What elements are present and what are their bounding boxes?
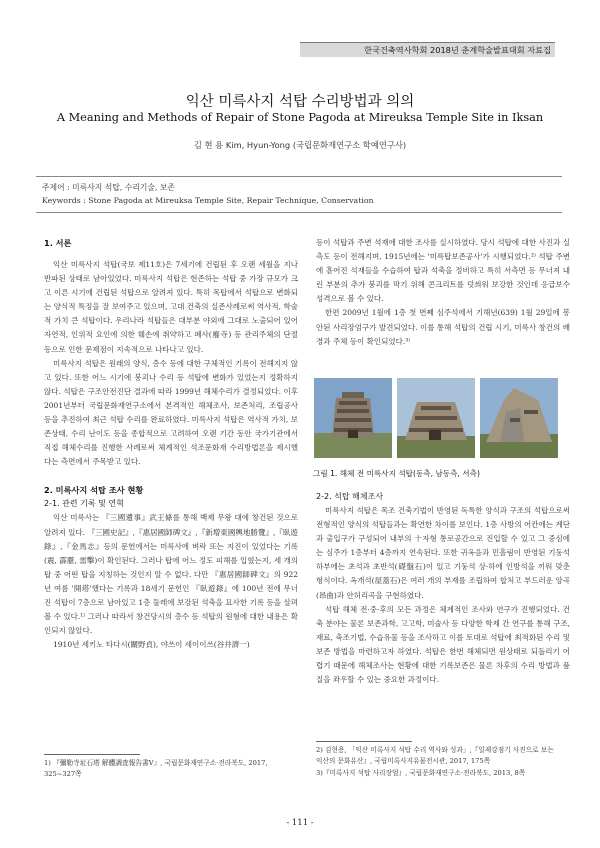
paper-title-english: A Meaning and Methods of Repair of Stone Pagoda at Mireuksa Temple Site in Iksan <box>56 111 544 124</box>
footnote-3: 3)『미륵사지 석탑 사리장엄』, 국립문화재연구소·전라북도, 2013, 8쪽 <box>316 769 526 777</box>
page-number: - 111 - <box>286 818 314 828</box>
paragraph: 한편 2009년 1월에 1층 첫 번째 심주석에서 기해년(639) 1월 29일에 봉안된 사리장엄구가 발견되었다. 이를 통해 석탑의 건립 시기, 미륵사 창건의 배경과 주체 등이 확인되었다.³⁾ <box>316 308 570 346</box>
footnote-rule <box>316 741 412 742</box>
subsection-heading-dismantling: 2-2. 석탑 해체조사 <box>316 492 384 501</box>
left-column <box>44 236 298 652</box>
author-line: 김 현 용 Kim, Hyun-Yong (국립문화재연구소 학예연구사) <box>193 140 407 150</box>
paragraph: 익산 미륵사는 『三國遺事』武王條를 통해 백제 무왕 대에 창건된 것으로 알려져 있다. 『三國史記』,『惠居國師碑文』,『新增東國輿地勝覽』,『臥遊錄』,『金馬志』등의 문헌에서는 미륵사에 벼락 또는 지진이 있었다는 기록(震, 霹靂, 雷擊)이 확인된다. 그러나 탑에 어느 정도 피해를 입혔는지, 세 개의 탑 중 어떤 탑을 지칭하는 것인지 알 수 없다. 다만 『惠居國師碑文』의 922년 여름 '開塔'했다는 기록과 18세기 문헌인 『臥遊錄』에 100년 전에 무너진 석탑이 7층으로 남아있고 1층 둘레에 보강된 석축을 묘사한 기록 등을 살펴볼 수 있다.¹⁾ 그러나 따라서 창건당시의 층수 등 석탑의 원형에 대한 내용은 확인되지 않았다. <box>44 513 298 636</box>
paragraph: 미륵사지 석탑은 목조 건축기법이 반영된 독특한 양식과 구조의 석탑으로써 전형적인 양식의 석탑들과는 확연한 차이를 보인다. 1층 사방의 어칸에는 계단과 출입구가 구성되어 내부의 十자형 통로공간으로 진입할 수 있고 그 중심에는 심주가 1층부터 4층까지 연속된다. 또한 귀옥음과 민흘림이 반영된 기둥석 하부에는 초석과 초반석(礎盤石)이 있고 기둥석 상·하에 인방석을 끼워 맞춘 형식이다. 옥개석(屋蓋石)은 여러 개의 부재를 조립하여 합처고 부드러운 앙곡(昂曲)과 안허리곡을 구현하였다. <box>316 506 570 600</box>
subsection-heading-records: 2-1. 관련 기록 및 연혁 <box>44 499 124 509</box>
footnote-rule <box>44 754 140 755</box>
right-column-top <box>316 236 570 349</box>
paragraph: 익산 미륵사지 석탑(국보 제11호)은 7세기에 건립된 후 오랜 세월을 지나 반파된 상태로 남아있었다. 미륵사지 석탑은 현존하는 석탑 중 가장 규모가 크고 이른 시기에 건립된 석탑으로 알려져 있다. 특히 목탑에서 석탑으로 변화되는 양식적 특징을 잘 보여주고 있으며, 고대 건축의 실존사례로써 역사적, 학술적 가치 큰 석탑이다. 우리나라 석탑들은 대부분 야외에 그대로 노출되어 있어 자연적, 인위적 요인에 의한 훼손에 취약하고 폐사(廢寺) 등 관리주체의 단절 등으로 인한 문제점이 지속적으로 나타나고 있다. <box>44 260 298 354</box>
section-heading-intro: 1. 서론 <box>44 238 72 248</box>
pagoda-photo-southeast <box>397 378 475 458</box>
footnote-2: 2) 김현용, 「익산 미륵사지 석탑 수리 역사와 성과」,『일제강점기 사진으로 보는 익산의 문화유산』, 국립미륵사지유물전시관, 2017, 175쪽 <box>316 746 554 765</box>
section-heading-survey: 2. 미륵사지 석탑 조사 현황 <box>44 485 144 496</box>
footnote-1: 1) 『彌勒寺址石塔 解體調査報告書Ⅴ』, 국립문화재연구소·전라북도, 2017, 325~327쪽 <box>44 759 268 778</box>
conference-header: 한국건축역사학회 2018년 춘계학술발표대회 자료집 <box>300 42 555 57</box>
keywords-korean: 주제어 : 미륵사지 석탑, 수리기술, 보존 <box>42 183 175 192</box>
paragraph: 1910년 세키노 타다시(關野貞), 야쓰이 세이이쓰(谷井濟一) <box>53 640 250 650</box>
right-column-bottom <box>316 490 570 687</box>
paragraph: 등이 석탑과 주변 석재에 대한 조사를 실시하였다. 당시 석탑에 대한 사진과 실측도 등이 전해지며, 1915년에는 '미륵탑보존공사'가 시행되었다.²⁾ 석탑 주변에 흩어진 석재들을 수습하여 탑과 석축을 정비하고 특히 서측면 등 무너져 내린 부분의 추가 붕괴를 막기 위해 콘크리트를 덧씌워 보강한 것인데 응급보수 성격으로 볼 수 있다. <box>316 238 570 304</box>
pagoda-photo-east <box>314 378 392 458</box>
pagoda-photo-west <box>480 378 558 458</box>
figure-caption: 그림 1. 해체 전 미륵사지 석탑(동측, 남동측, 서측) <box>313 469 480 478</box>
paragraph: 미륵사지 석탑은 원래의 양식, 층수 등에 대한 구체적인 기록이 전해지지 않고 있다. 또한 어느 시기에 붕괴나 수리 등 석탑에 변화가 있었는지 정확하지 않다. 석탑은 구조안전진단 결과에 따라 1999년 해체수리가 결정되었다. 이후 2001년부터 국립문화재연구소에서 본격적인 해체조사, 보존처리, 조립공사 등을 추진하여 최근 석탑 수리를 완료하였다. 미륵사지 석탑은 역사적 가치, 보존상태, 수리 난이도 등을 종합적으로 고려하여 오랜 기간 동안 국가기관에서 직접 해체수리를 진행한 사례로써 체계적인 석조문화재 수리방법론을 제시했다는 측면에서 주목받고 있다. <box>44 358 298 467</box>
paper-title-korean: 익산 미륵사지 석탑 수리방법과 의의 <box>185 94 415 110</box>
keywords-english: Keywords : Stone Pagoda at Mireuksa Temple Site, Repair Technique, Conservation <box>42 196 374 205</box>
paragraph: 석탑 해체 전·중·후의 모든 과정은 체계적인 조사와 연구가 진행되었다. 건축 분야는 물론 보존과학, 고고학, 미술사 등 다양한 학제 간 연구를 통해 구조, 재료, 축조기법, 수습유물 등을 조사하고 이를 토대로 석탑에 최적화된 수리 및 보존 방법을 마련하고자 하였다. 석탑은 한번 해체되면 원상태로 되돌리기 어렵기 때문에 해체조사는 현황에 대한 기록보존은 물론 차후의 수리 방법과 품질을 좌우할 수 있는 중요한 과정이다. <box>316 604 570 685</box>
